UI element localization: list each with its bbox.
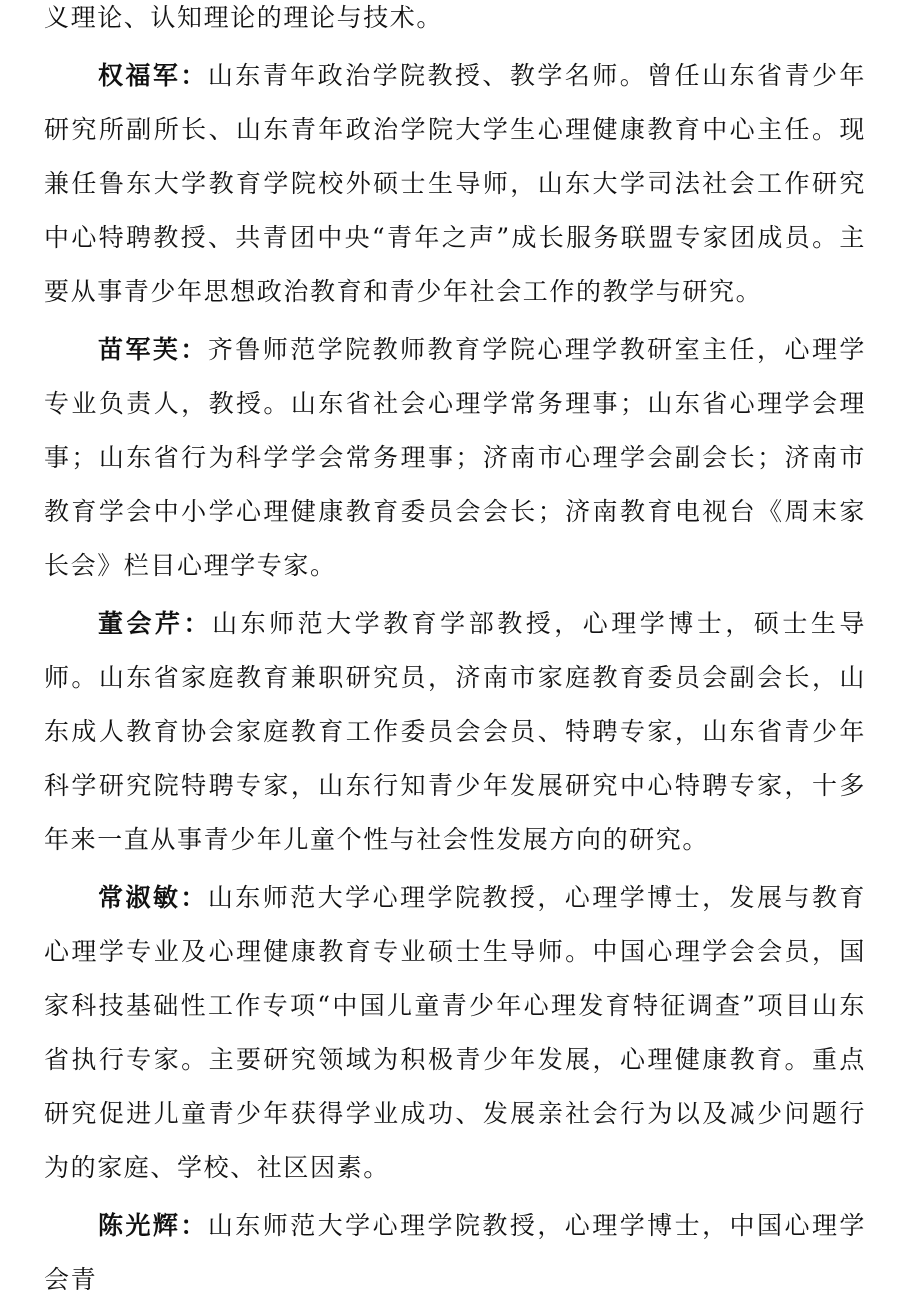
bio-name: 权福军： — [98, 61, 208, 90]
intro-continuation: 义理论、认知理论的理论与技术。 — [44, 3, 444, 32]
bio-name: 陈光辉： — [98, 1211, 208, 1240]
bio-name: 董会芹： — [98, 609, 213, 638]
bio-text: 山东师范大学教育学部教授，心理学博士，硕士生导师。山东省家庭教育兼职研究员，济南市家庭教育委员会副会长，山东成人教育协会家庭教育工作委员会会员、特聘专家，山东省青少年科学研究院特聘专家，山东行知青少年发展研究中心特聘专家，十多年来一直从事青少年儿童个性与社会性发展方向的研究。 — [44, 609, 866, 854]
bio-text: 山东师范大学心理学院教授，心理学博士，中国心理学会青 — [44, 1211, 866, 1294]
bio-text: 山东青年政治学院教授、教学名师。曾任山东省青少年研究所副所长、山东青年政治学院大学生心理健康教育中心主任。现兼任鲁东大学教育学院校外硕士生导师，山东大学司法社会工作研究中心特聘教授、共青团中央“青年之声”成长服务联盟专家团成员。主要从事青少年思想政治教育和青少年社会工作的教学与研究。 — [44, 61, 866, 306]
bio-paragraph-chang-shumin — [44, 871, 866, 1195]
bio-paragraph-miao-junfu — [44, 323, 866, 593]
bio-paragraph-dong-huiqin — [44, 597, 866, 867]
bio-paragraph-chen-guanghui — [44, 1199, 866, 1307]
bio-text: 齐鲁师范学院教师教育学院心理学教研室主任，心理学专业负责人，教授。山东省社会心理学常务理事；山东省心理学会理事；山东省行为科学学会常务理事；济南市心理学会副会长；济南市教育学会中小学心理健康教育委员会会长；济南教育电视台《周末家长会》栏目心理学专家。 — [44, 335, 866, 580]
bio-name: 常淑敏： — [98, 883, 208, 912]
bio-name: 苗军芙： — [98, 335, 208, 364]
bio-paragraph-quan-fujun — [44, 49, 866, 319]
document-page — [44, 0, 866, 1307]
bio-text: 山东师范大学心理学院教授，心理学博士，发展与教育心理学专业及心理健康教育专业硕士生导师。中国心理学会会员，国家科技基础性工作专项“中国儿童青少年心理发育特征调查”项目山东省执行专家。主要研究领域为积极青少年发展，心理健康教育。重点研究促进儿童青少年获得学业成功、发展亲社会行为以及减少问题行为的家庭、学校、社区因素。 — [44, 883, 866, 1182]
